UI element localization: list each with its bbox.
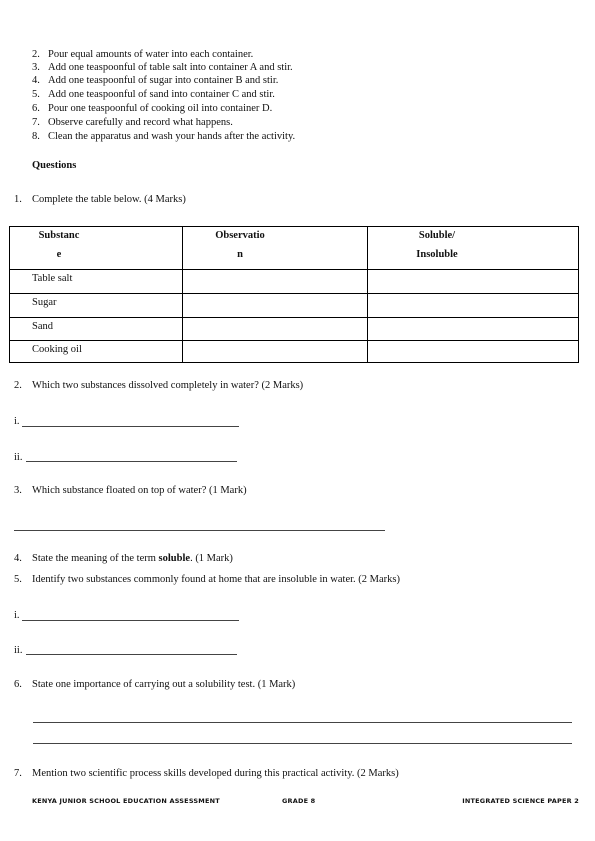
table-row-label: Table salt: [32, 273, 73, 284]
step-6: 6. Pour one teaspoonful of cooking oil into container D.: [32, 103, 273, 114]
table-divider: [10, 269, 578, 270]
results-table: [9, 226, 579, 363]
header-observation-line2: n: [237, 249, 243, 260]
table-divider: [10, 317, 578, 318]
header-substance-line2: e: [56, 249, 62, 260]
question-1: 1. Complete the table below. (4 Marks): [14, 194, 186, 205]
question-3: 3. Which substance floated on top of water? (1 Mark): [14, 485, 247, 496]
header-soluble-line1: Soluble/: [418, 230, 456, 241]
header-soluble-line2: Insoluble: [416, 249, 458, 260]
question-2: 2. Which two substances dissolved completely in water? (2 Marks): [14, 380, 304, 391]
question-7: 7. Mention two scientific process skills developed during this practical activity. (2 Marks): [14, 768, 399, 779]
step-4: 4. Add one teaspoonful of sugar into container B and stir.: [32, 75, 279, 86]
header-substance: [24, 230, 94, 260]
header-observation: [200, 230, 280, 260]
question-4: 4. State the meaning of the term soluble. (1 Mark): [14, 553, 233, 564]
answer-line[interactable]: [14, 530, 385, 531]
step-3: 3. Add one teaspoonful of table salt into container A and stir.: [32, 62, 293, 73]
table-row-label: Sand: [32, 321, 53, 332]
answer-line[interactable]: [33, 722, 572, 723]
answer-label: ii.: [14, 645, 23, 656]
table-divider: [10, 293, 578, 294]
footer-right: INTEGRATED SCIENCE PAPER 2: [462, 797, 579, 805]
header-substance-line1: Substanc: [38, 230, 80, 241]
table-divider: [10, 340, 578, 341]
question-5: 5. Identify two substances commonly found at home that are insoluble in water. (2 Marks): [14, 574, 400, 585]
footer-left: KENYA JUNIOR SCHOOL EDUCATION ASSESSMENT: [32, 797, 220, 805]
answer-line[interactable]: [26, 654, 237, 655]
header-observation-line1: Observatio: [215, 230, 265, 241]
answer-line[interactable]: [26, 461, 237, 462]
answer-label: i.: [14, 416, 20, 427]
footer-center: GRADE 8: [282, 797, 316, 805]
answer-label: i.: [14, 610, 20, 621]
table-divider: [367, 227, 368, 362]
answer-line[interactable]: [22, 620, 239, 621]
question-6: 6. State one importance of carrying out a solubility test. (1 Mark): [14, 679, 296, 690]
step-2: 2. Pour equal amounts of water into each container.: [32, 49, 254, 60]
header-soluble: [402, 230, 472, 260]
answer-label: ii.: [14, 452, 23, 463]
table-row-label: Sugar: [32, 297, 57, 308]
step-5: 5. Add one teaspoonful of sand into container C and stir.: [32, 89, 275, 100]
step-7: 7. Observe carefully and record what happens.: [32, 117, 233, 128]
table-divider: [182, 227, 183, 362]
step-8: 8. Clean the apparatus and wash your hands after the activity.: [32, 131, 296, 142]
answer-line[interactable]: [33, 743, 572, 744]
table-row-label: Cooking oil: [32, 344, 82, 355]
questions-heading: Questions: [32, 160, 77, 171]
answer-line[interactable]: [22, 426, 239, 427]
term-soluble: soluble: [158, 553, 191, 564]
